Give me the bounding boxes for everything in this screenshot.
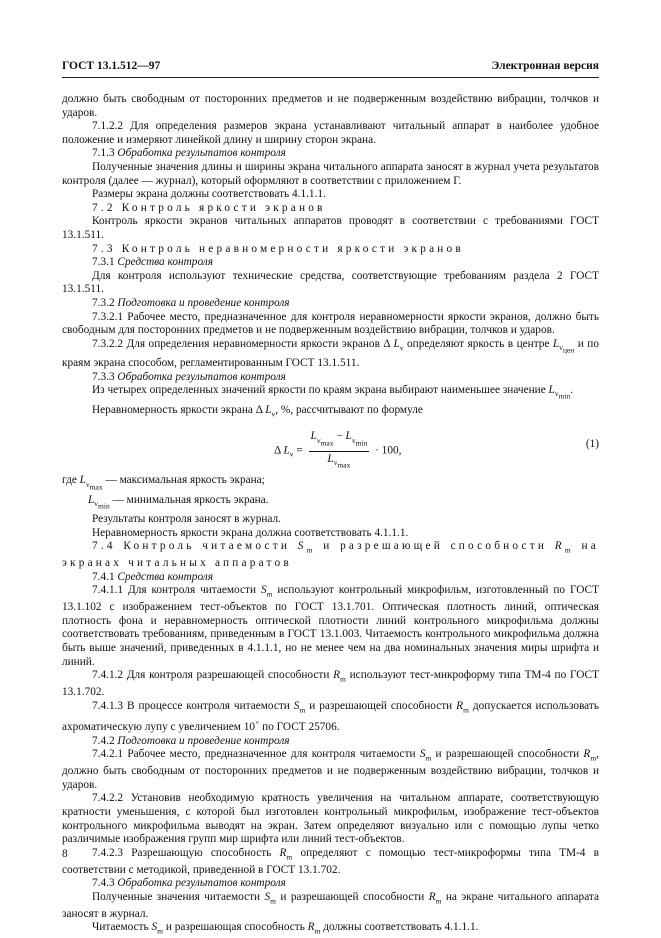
subsection-heading: 7.4.1 Средства контроля <box>92 570 213 583</box>
subsection-heading: 7.3.1 Средства контроля <box>92 256 213 269</box>
paragraph: 7.4.2.3 Разрешающую способность $R_m$ определяют с помощью тест-микроформы типа ТМ-4 в соответствии с методикой, приведенной в ГОСТ 13.1.702. <box>62 846 599 876</box>
subsection-heading: 7.3.3 Обработка результатов контроля <box>92 370 286 383</box>
paragraph: Из четырех определенных значений яркости по краям экрана выбирают наименьшее значение $L_{v_{min}}$. <box>92 384 574 401</box>
subsection-heading: 7.3.2 Подготовка и проведение контроля <box>92 296 290 309</box>
formula-expression: Δ $L_v$ = $\frac{L_{v_{max}} - L_{v_{min}}}{L_{v_{max}}}$ · 100, <box>274 430 401 472</box>
paragraph: Неравномерность яркости экрана должна соответствовать 4.1.1.1. <box>92 526 409 539</box>
paragraph: 7.3.2.2 Для определения неравномерности яркости экранов Δ $L_v$ определяют яркость в центре $L_{v_{цен}}$ и по краям экрана способом, регламентированным ГОСТ 13.1.511. <box>62 337 599 370</box>
section-heading: 7.3 Контроль неравномерности яркости экранов <box>92 242 464 255</box>
formula-number: (1) <box>585 438 599 451</box>
formula-fraction: $\frac{L_{v_{max}} - L_{v_{min}}}{L_{v_{max}}}$ <box>310 430 368 470</box>
paragraph: 7.3.2.1 Рабочее место, предназначенное для контроля неравномерности яркости экранов, должно быть свободным для посторонних предметов и не подверженным воздействию вибрации, толчков и ударов. <box>62 310 599 337</box>
paragraph: Результаты контроля заносят в журнал. <box>92 513 281 526</box>
paragraph: Размеры экрана должны соответствовать 4.1.1.1. <box>92 188 326 201</box>
formula-legend: где $L_{v_{max}}$ — максимальная яркость экрана; <box>62 474 265 492</box>
paragraph: Для контроля используют технические средства, соответствующие требованиям раздела 2 ГОСТ 13.1.511. <box>62 269 599 296</box>
paragraph: Полученные значения длины и ширины экрана читального аппарата заносят в журнал учета результатов контроля (далее — журнал), который оформляют в соответствии с приложением Г. <box>62 160 599 187</box>
header-edition: Электронная версия <box>491 60 599 72</box>
paragraph: Неравномерность яркости экрана Δ $L_v$, %, рассчитывают по формуле <box>92 403 423 418</box>
paragraph: 7.4.2.2 Установив необходимую кратность увеличения на читальном аппарате, соответствующую кратности уменьшения, с которой был изготовлен контрольный микрофильм, изображение тест-объектов контрольного микрофильма выводят на экран. Затем определяют визуально или с помощью лупы четко различимые изображения групп мир шрифта или линий тест-объектов. <box>62 792 599 846</box>
paragraph: Полученные значения читаемости $S_m$ и разрешающей способности $R_m$ на экране читального аппарата заносят в журнал. <box>62 890 600 920</box>
section-heading: 7.2 Контроль яркости экранов <box>92 201 326 214</box>
section-heading: 7.4 Контроль читаемости $S_m$ и разрешающей способности $R_m$ на экранах читальных аппаратов <box>62 540 599 570</box>
paragraph: Контроль яркости экранов читальных аппаратов проводят в соответствии с требованиями ГОСТ 13.1.511. <box>62 215 599 241</box>
paragraph: 7.4.1.1 Для контроля читаемости $S_m$ используют контрольный микрофильм, изготовленный по ГОСТ 13.1.102 с изображением тест-объектов по ГОСТ 13.1.701. Оптическая плотность линий, оптическая плотность фона и неравномерность оптической плотности линий контрольного микрофильма должны соответствовать требованиям, приведенным в ГОСТ 13.1.003. Читаемость контрольного микрофильма должна быть выше значений, приведенных в 4.1.1.1, но не менее чем на два номинальных значения миры шрифта и линий. <box>62 584 599 668</box>
header-standard: ГОСТ 13.1.512—97 <box>62 60 161 72</box>
paragraph: Читаемость $S_m$ и разрешающая способность $R_m$ должны соответствовать 4.1.1.1. <box>92 921 479 936</box>
paragraph: 7.4.1.2 Для контроля разрешающей способности $R_m$ используют тест-микроформу типа ТМ-4 по ГОСТ 13.1.702. <box>62 669 599 698</box>
subsection-heading: 7.4.2 Подготовка и проведение контроля <box>92 734 290 747</box>
subsection-heading: 7.4.3 Обработка результатов контроля <box>92 877 286 890</box>
formula-legend: $L_{v_{min}}$ — минимальная яркость экрана. <box>88 493 269 511</box>
document-body <box>62 93 599 938</box>
paragraph: 7.4.2.1 Рабочее место, предназначенное для контроля читаемости $S_m$ и разрешающей способности $R_m$, должно быть свободным от посторонних предметов и не подверженным воздействию вибрации, толчков и ударов. <box>62 748 599 791</box>
subsection-heading: 7.1.3 Обработка результатов контроля <box>92 147 286 160</box>
paragraph: 7.4.1.3 В процессе контроля читаемости $S_m$ и разрешающей способности $R_m$ допускается использовать ахроматическую лупу с увеличением 10× по ГОСТ 25706. <box>62 699 599 734</box>
formula-1 <box>62 424 599 468</box>
paragraph: должно быть свободным от посторонних предметов и не подверженным воздействию вибрации, толчков и ударов. <box>62 93 599 119</box>
paragraph: 7.1.2.2 Для определения размеров экрана устанавливают читальный аппарат в наиболее удобное положение и измеряют линейкой длину и ширину сторон экрана. <box>62 120 599 146</box>
page-number: 8 <box>62 848 68 860</box>
header-rule <box>62 77 599 78</box>
